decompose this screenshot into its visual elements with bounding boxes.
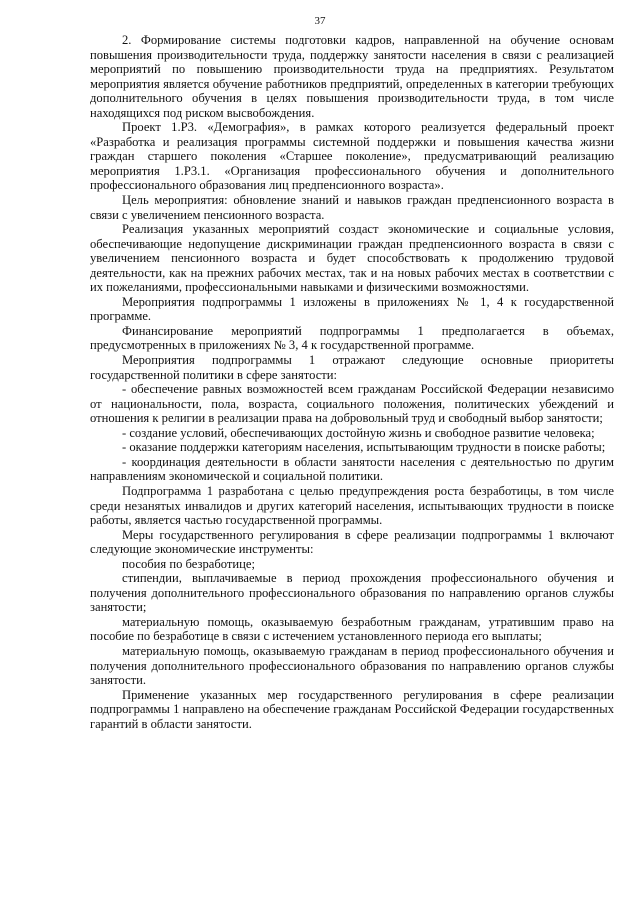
list-item-benefits: пособия по безработице; — [122, 556, 255, 571]
paragraph-regulation-measures: Меры государственного регулирования в сфере реализации подпрограммы 1 включают следующие экономические инструменты: — [90, 527, 614, 557]
page-number: 37 — [314, 15, 326, 27]
paragraph-project-demography: Проект 1.Р3. «Демография», в рамках которого реализуется федеральный проект «Разработка и реализация программы системной поддержки и повышения качества жизни граждан старшего поколения «Старшее поколение», предусматривающий реализацию мероприятия 1.Р3.1. «Организация профессионального обучения и дополнительного профессионального образования лиц предпенсионного возраста». — [90, 120, 614, 193]
list-item-aid-training: материальную помощь, оказываемую гражданам в период профессионального обучения и получения дополнительного профессионального образования по направлению органов службы занятости. — [90, 643, 614, 688]
document-body — [90, 33, 614, 731]
paragraph-staff-training: 2. Формирование системы подготовки кадров, направленной на обучение основам повышения производительности труда, поддержку занятости населения в связи с реализацией мероприятий по повышению производительности труда на предприятиях. Результатом мероприятия является обучение работников предприятий, определенных в категории требующих дополнительного обучения в целях повышения производительности труда, в том числе находящихся под риском высвобождения. — [90, 33, 614, 120]
list-item-equal-opportunities: - обеспечение равных возможностей всем гражданам Российской Федерации независимо от национальности, пола, возраста, социального положения, политических убеждений и отношения к религии в реализации права на добровольный труд и свободный выбор занятости; — [90, 382, 614, 426]
paragraph-unemployment-prevention: Подпрограмма 1 разработана с целью предупреждения роста безработицы, в том числе среди незанятых инвалидов и других категорий населения, испытывающих трудности в поиске работы, является частью государственной программы. — [90, 483, 614, 528]
list-item-support: - оказание поддержки категориям населения, испытывающим трудности в поиске работы; — [122, 440, 606, 455]
paragraph-financing: Финансирование мероприятий подпрограммы 1 предполагается в объемах, предусмотренных в приложениях № 3, 4 к государственной программе. — [90, 323, 614, 353]
paragraph-priorities-intro: Мероприятия подпрограммы 1 отражают следующие основные приоритеты государственной политики в сфере занятости: — [90, 353, 614, 382]
list-item-coordination: - координация деятельности в области занятости населения с деятельностью по другим направлениям экономической и социальной политики. — [90, 454, 614, 484]
list-item-aid-expired: материальную помощь, оказываемую безработным гражданам, утратившим право на пособие по безработице в связи с истечением установленного периода его выплаты; — [90, 614, 614, 644]
paragraph-guarantees: Применение указанных мер государственного регулирования в сфере реализации подпрограммы 1 направлено на обеспечение гражданам Российской Федерации государственных гарантий в области занятости. — [90, 687, 614, 731]
list-item-decent-life: - создание условий, обеспечивающих достойную жизнь и свободное развитие человека; — [122, 425, 595, 440]
list-item-stipends: стипендии, выплачиваемые в период прохождения профессионального обучения и получения дополнительного профессионального образования по направлению органов службы занятости; — [90, 571, 614, 615]
paragraph-implementation: Реализация указанных мероприятий создаст экономические и социальные условия, обеспечивающие недопущение дискриминации граждан предпенсионного возраста в связи с увеличением пенсионного возраста и будет способствовать к продолжению трудовой деятельности, как на прежних рабочих местах, так и на новых рабочих местах в соответствии с их пожеланиями, профессиональными навыками и физическими возможностями. — [90, 222, 614, 295]
paragraph-annexes: Мероприятия подпрограммы 1 изложены в приложениях № 1, 4 к государственной программе. — [90, 294, 614, 324]
paragraph-goal: Цель мероприятия: обновление знаний и навыков граждан предпенсионного возраста в связи с увеличением пенсионного возраста. — [90, 193, 614, 222]
